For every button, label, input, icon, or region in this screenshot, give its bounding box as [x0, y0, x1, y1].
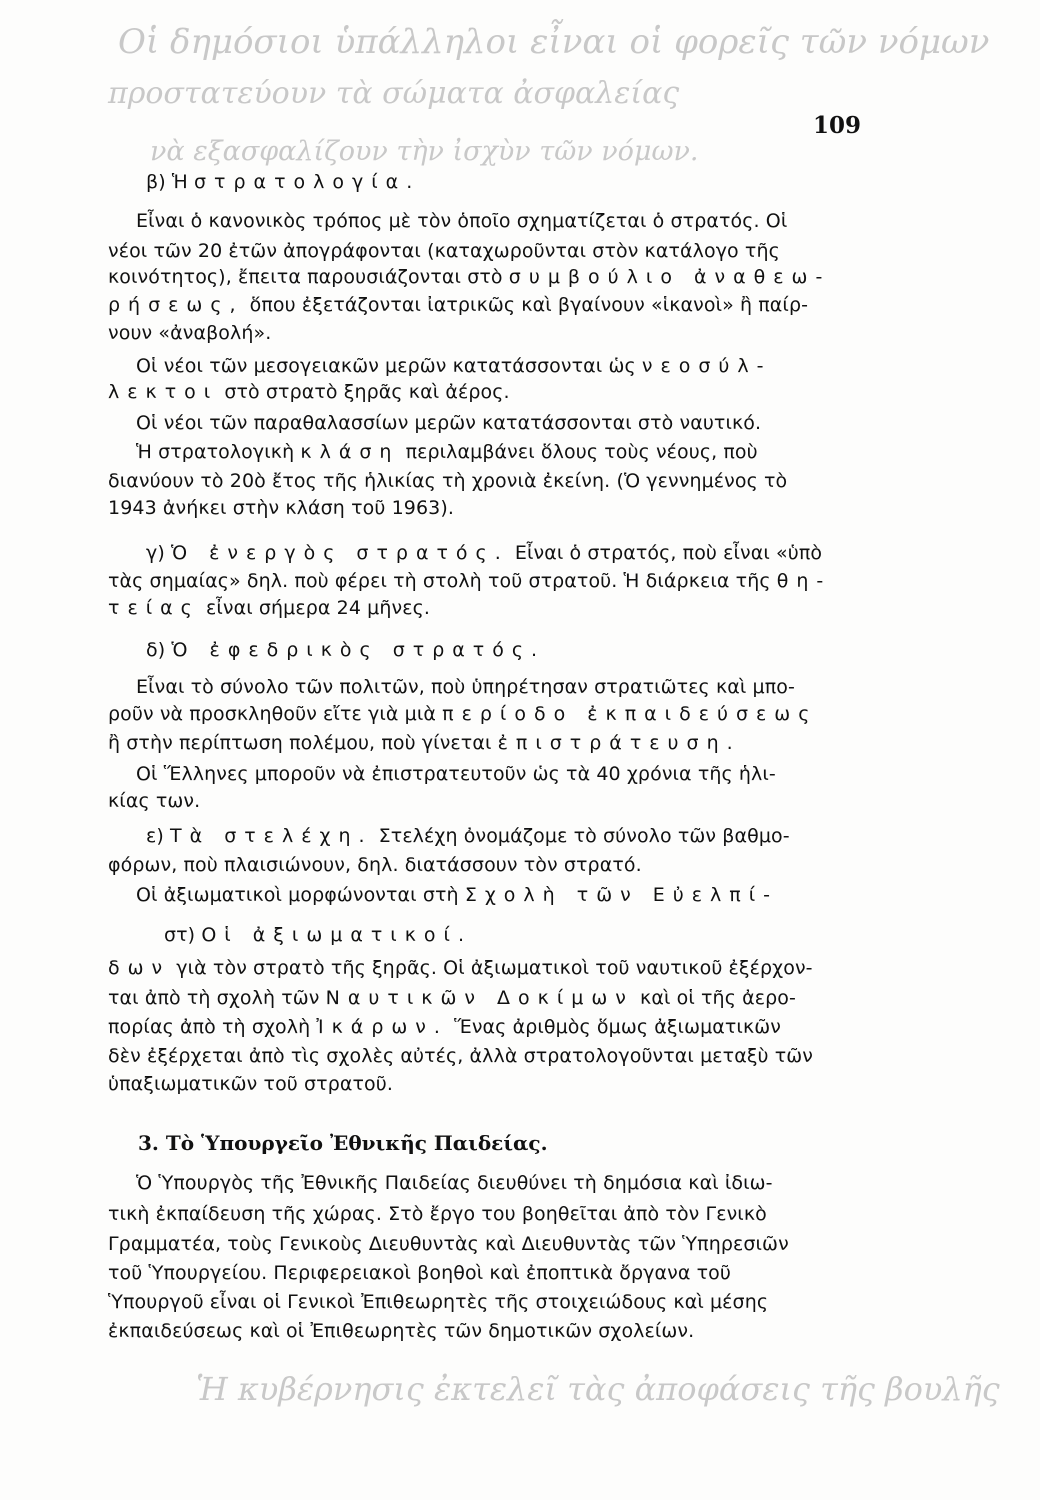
- text-line: δων γιὰ τὸν στρατὸ τῆς ξηρᾶς. Οἱ ἀξιωματικοὶ τοῦ ναυτικοῦ ἐξέρχον-: [108, 957, 813, 979]
- text-line: Οἱ ἀξιωματικοὶ μορφώνονται στὴ Σχολὴ τῶν Εὐελπί-: [136, 884, 778, 906]
- text-line: νουν «ἀναβολή».: [108, 322, 272, 344]
- text-line: κοινότητος), ἔπειτα παρουσιάζονται στὸ συμβούλιο ἀναθεω-: [108, 266, 831, 288]
- text-line: Οἱ Ἕλληνες μποροῦν νὰ ἐπιστρατευτοῦν ὡς τὰ 40 χρόνια τῆς ἡλι-: [136, 763, 776, 785]
- text-line: τείας εἶναι σήμερα 24 μῆνες.: [108, 597, 430, 619]
- text-line: στ) Οἱ ἀξιωματικοί.: [164, 924, 472, 946]
- text-line: διανύουν τὸ 20ὸ ἔτος τῆς ἡλικίας τὴ χρονιὰ ἐκείνη. (Ὁ γεννημένος τὸ: [108, 470, 788, 492]
- text-line: δὲν ἐξέρχεται ἀπὸ τὶς σχολὲς αὐτές, ἀλλὰ στρατολογοῦνται μεταξὺ τῶν: [108, 1045, 814, 1067]
- text-line: 1943 ἀνήκει στὴν κλάση τοῦ 1963).: [108, 497, 454, 519]
- text-line: Εἶναι ὁ κανονικὸς τρόπος μὲ τὸν ὁποῖο σχηματίζεται ὁ στρατός. Οἱ: [136, 210, 788, 232]
- text-line: ρήσεως, ὅπου ἐξετάζονται ἰατρικῶς καὶ βγαίνουν «ἱκανοὶ» ἢ παίρ-: [108, 294, 809, 316]
- text-line: κίας των.: [108, 790, 201, 812]
- text-line: ε) Τὰ στελέχη. Στελέχη ὀνομάζομε τὸ σύνολο τῶν βαθμο-: [146, 825, 790, 847]
- text-line: Οἱ νέοι τῶν παραθαλασσίων μερῶν κατατάσσονται στὸ ναυτικό.: [136, 412, 762, 434]
- handwritten-note-top-3: νὰ εξασφαλίζουν τὴν ἰσχὺν τῶν νόμων.: [150, 136, 699, 167]
- text-line: Οἱ νέοι τῶν μεσογειακῶν μερῶν κατατάσσονται ὡς νεοσύλ-: [136, 355, 772, 377]
- text-line: τὰς σημαίας» δηλ. ποὺ φέρει τὴ στολὴ τοῦ στρατοῦ. Ἡ διάρκεια τῆς θη-: [108, 570, 832, 592]
- section-heading: 3. Τὸ Ὑπουργεῖο Ἐθνικῆς Παιδείας.: [138, 1131, 548, 1155]
- text-line: β) Ἡ στρατολογία.: [146, 171, 421, 193]
- text-line: ἢ στὴν περίπτωση πολέμου, ποὺ γίνεται ἐπιστράτευση.: [108, 732, 741, 754]
- text-line: ἐκπαιδεύσεως καὶ οἱ Ἐπιθεωρητὲς τῶν δημοτικῶν σχολείων.: [108, 1320, 695, 1342]
- text-line: Ἡ στρατολογικὴ κλάση περιλαμβάνει ὅλους τοὺς νέους, ποὺ: [136, 441, 758, 463]
- text-line: τικὴ ἐκπαίδευση τῆς χώρας. Στὸ ἔργο του βοηθεῖται ἀπὸ τὸν Γενικὸ: [108, 1203, 767, 1225]
- text-line: νέοι τῶν 20 ἐτῶν ἀπογράφονται (καταχωροῦνται στὸν κατάλογο τῆς: [108, 240, 780, 262]
- text-line: ροῦν νὰ προσκληθοῦν εἴτε γιὰ μιὰ περίοδο ἐκπαιδεύσεως: [108, 703, 818, 725]
- text-line: γ) Ὁ ἐνεργὸς στρατός. Εἶναι ὁ στρατός, ποὺ εἶναι «ὑπὸ: [146, 542, 823, 564]
- handwritten-note-top-2: προστατεύουν τὰ σώματα ἀσφαλείας: [108, 76, 680, 111]
- text-line: φόρων, ποὺ πλαισιώνουν, δηλ. διατάσσουν τὸν στρατό.: [108, 854, 642, 876]
- text-line: Ὑπουργοῦ εἶναι οἱ Γενικοὶ Ἐπιθεωρητὲς τῆς στοιχειώδους καὶ μέσης: [108, 1291, 769, 1313]
- text-line: πορίας ἀπὸ τὴ σχολὴ Ἰκάρων. Ἕνας ἀριθμὸς ὅμως ἀξιωματικῶν: [108, 1016, 781, 1038]
- handwritten-note-bottom: Ἡ κυβέρνησις ἐκτελεῖ τὰς ἀποφάσεις τῆς βουλῆς: [196, 1370, 1000, 1408]
- text-line: Γραμματέα, τοὺς Γενικοὺς Διευθυντὰς καὶ Διευθυντὰς τῶν Ὑπηρεσιῶν: [108, 1233, 789, 1255]
- handwritten-note-top-1: Οἱ δημόσιοι ὑπάλληλοι εἶναι οἱ φορεῖς τῶν νόμων: [118, 22, 990, 62]
- text-line: λεκτοι στὸ στρατὸ ξηρᾶς καὶ ἀέρος.: [108, 381, 510, 403]
- text-line: Εἶναι τὸ σύνολο τῶν πολιτῶν, ποὺ ὑπηρέτησαν στρατιῶτες καὶ μπο-: [136, 676, 795, 698]
- page-number: 109: [813, 112, 862, 139]
- text-line: δ) Ὁ ἐφεδρικὸς στρατός.: [146, 639, 546, 661]
- text-line: ται ἀπὸ τὴ σχολὴ τῶν Ναυτικῶν Δοκίμων καὶ οἱ τῆς ἀερο-: [108, 987, 796, 1009]
- text-line: ὑπαξιωματικῶν τοῦ στρατοῦ.: [108, 1073, 393, 1095]
- text-line: Ὁ Ὑπουργὸς τῆς Ἐθνικῆς Παιδείας διευθύνει τὴ δημόσια καὶ ἰδιω-: [136, 1172, 773, 1194]
- text-line: τοῦ Ὑπουργείου. Περιφερειακοὶ βοηθοὶ καὶ ἐποπτικὰ ὄργανα τοῦ: [108, 1262, 731, 1284]
